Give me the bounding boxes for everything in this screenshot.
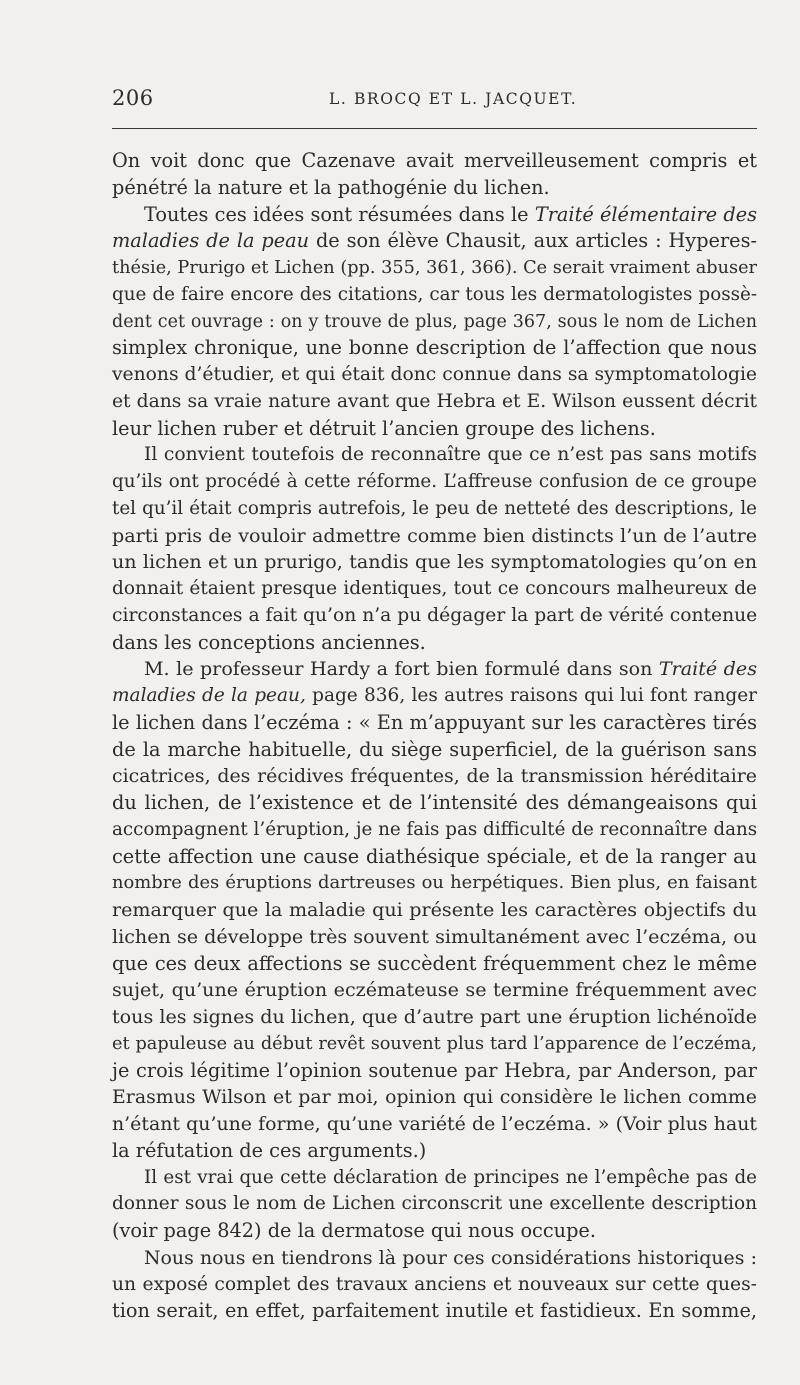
text-line — [112, 1138, 757, 1165]
text-segment: Il convient toutefois de reconnaître que ce n’est pas sans motifs — [144, 444, 757, 466]
text-segment: On voit donc que Cazenave avait merveilleusement compris et — [112, 149, 757, 172]
page-number: 206 — [112, 86, 154, 110]
text-segment: le lichen dans l’eczéma : « En m’appuyant sur les caractères tirés — [112, 710, 757, 734]
text-segment: tion serait, en effet, parfaitement inutile et fastidieux. En somme, — [112, 1299, 757, 1323]
text-line — [112, 523, 757, 550]
text-segment: dans les conceptions anciennes. — [112, 630, 426, 654]
text-line — [112, 496, 757, 523]
text-line — [112, 148, 757, 175]
text-line — [112, 175, 757, 202]
text-segment: tous les signes du lichen, que d’autre part une éruption lichénoïde — [112, 1005, 757, 1028]
text-line — [112, 817, 757, 844]
text-line — [112, 844, 757, 871]
header-rule — [112, 128, 757, 129]
text-line — [112, 282, 757, 309]
text-line — [112, 1004, 757, 1031]
text-line — [112, 362, 757, 389]
text-segment: du lichen, de l’existence et de l’intensité des démangeaisons qui — [112, 791, 757, 814]
text-segment: qu’ils ont procédé à cette réforme. L’affreuse confusion de ce groupe — [112, 471, 757, 492]
text-segment: circonstances a fait qu’on n’a pu dégager la part de vérité contenue — [112, 604, 758, 626]
text-line — [112, 710, 757, 737]
italic-title: maladies de la peau, — [112, 685, 306, 706]
text-segment: leur lichen ruber et détruit l’ancien groupe des lichens. — [112, 416, 656, 440]
text-segment: de son élève Chausit, aux articles : Hyperes- — [309, 229, 757, 253]
text-segment: que ces deux affections se succèdent fréquemment chez le même — [112, 951, 757, 975]
text-line — [112, 576, 757, 603]
text-segment: parti pris de vouloir admettre comme bien distincts l’un de l’autre — [112, 523, 757, 547]
text-line — [112, 469, 757, 496]
text-line — [112, 1084, 757, 1111]
text-segment: je crois légitime l’opinion soutenue par Hebra, par Anderson, par — [112, 1058, 757, 1082]
text-line — [112, 549, 757, 576]
italic-title: Traité élémentaire des — [534, 202, 757, 226]
text-line — [112, 683, 757, 710]
text-segment: venons d’étudier, et qui était donc connue dans sa symptomatologie — [112, 364, 757, 385]
text-line — [112, 870, 757, 897]
text-segment: accompagnent l’éruption, je ne fais pas difficulté de reconnaître dans — [112, 818, 758, 840]
italic-title: Traité des — [658, 657, 758, 681]
text-line — [112, 335, 757, 362]
text-line — [112, 1111, 757, 1138]
text-line — [112, 202, 757, 229]
text-line — [112, 1218, 757, 1245]
text-line — [112, 1031, 757, 1058]
text-segment: nombre des éruptions dartreuses ou herpétiques. Bien plus, en faisant — [112, 872, 757, 894]
text-segment: de la marche habituelle, du siège superficiel, de la guérison sans — [112, 737, 757, 761]
text-line — [112, 790, 757, 817]
text-line — [112, 603, 757, 630]
text-segment: donnait étaient presque identiques, tout ce concours malheureux de — [112, 578, 757, 599]
text-line — [112, 897, 757, 924]
running-title: L. BROCQ ET L. JACQUET. — [329, 90, 578, 108]
text-segment: et dans sa vraie nature avant que Hebra et E. Wilson eussent décrit — [112, 390, 757, 412]
text-segment: lichen se développe très souvent simultanément avec l’eczéma, ou — [112, 924, 757, 948]
text-segment: remarquer que la maladie qui présente les caractères objectifs du — [112, 898, 757, 921]
text-segment: pénétré la nature et la pathogénie du lichen. — [112, 175, 550, 199]
text-segment: donner sous le nom de Lichen circonscrit une excellente description — [112, 1193, 757, 1215]
text-segment: Nous nous en tiendrons là pour ces considérations historiques : — [144, 1246, 757, 1269]
body-text — [112, 148, 757, 1325]
text-line — [112, 228, 757, 255]
text-line — [112, 1058, 757, 1085]
text-segment: Erasmus Wilson et par moi, opinion qui considère le lichen comme — [112, 1086, 757, 1109]
text-segment: cette affection une cause diathésique spéciale, et de la ranger au — [112, 844, 757, 868]
text-segment: Toutes ces idées sont résumées dans le — [144, 202, 535, 226]
text-segment: tel qu’il était compris autrefois, le peu de netteté des descriptions, le — [112, 497, 757, 519]
text-line — [112, 656, 757, 683]
text-segment: page 836, les autres raisons qui lui font ranger — [305, 685, 758, 706]
text-line — [112, 924, 757, 951]
text-segment: et papuleuse au début revêt souvent plus tard l’apparence de l’eczéma, — [112, 1033, 757, 1054]
text-line — [112, 1165, 757, 1192]
text-line — [112, 951, 757, 978]
text-line — [112, 309, 757, 336]
text-segment: simplex chronique, une bonne description de l’affection que nous — [112, 336, 757, 360]
text-line — [112, 416, 757, 443]
text-line — [112, 737, 757, 764]
text-segment: Il est vrai que cette déclaration de principes ne l’empêche pas de — [144, 1166, 757, 1188]
text-segment: un exposé complet des travaux anciens et nouveaux sur cette ques- — [112, 1273, 757, 1295]
text-segment: thésie, Prurigo et Lichen (pp. 355, 361, 366). Ce serait vraiment abuser — [112, 258, 757, 278]
text-line — [112, 1191, 757, 1218]
text-line — [112, 763, 757, 790]
text-segment: cicatrices, des récidives fréquentes, de la transmission héréditaire — [112, 765, 757, 788]
text-segment: n’étant qu’une forme, qu’une variété de l’eczéma. » (Voir plus haut — [112, 1113, 757, 1135]
text-line — [112, 1245, 757, 1272]
text-line — [112, 255, 757, 282]
text-segment: M. le professeur Hardy a fort bien formulé dans son — [144, 657, 659, 681]
text-line — [112, 977, 757, 1004]
text-segment: que de faire encore des citations, car tous les dermatologistes possè- — [112, 283, 757, 305]
text-segment: un lichen et un prurigo, tandis que les symptomatologies qu’on en — [112, 550, 757, 574]
text-segment: sujet, qu’une éruption eczémateuse se termine fréquemment avec — [112, 978, 757, 1002]
text-line — [112, 1272, 757, 1299]
text-segment: (voir page 842) de la dermatose qui nous occupe. — [112, 1219, 596, 1242]
text-line — [112, 442, 757, 469]
text-segment: dent cet ouvrage : on y trouve de plus, page 367, sous le nom de Lichen — [112, 311, 757, 332]
running-head — [112, 86, 757, 114]
text-segment: la réfutation de ces arguments.) — [112, 1138, 427, 1162]
text-line — [112, 1298, 757, 1325]
text-line — [112, 630, 757, 657]
italic-title: maladies de la peau — [112, 229, 310, 253]
text-line — [112, 389, 757, 416]
